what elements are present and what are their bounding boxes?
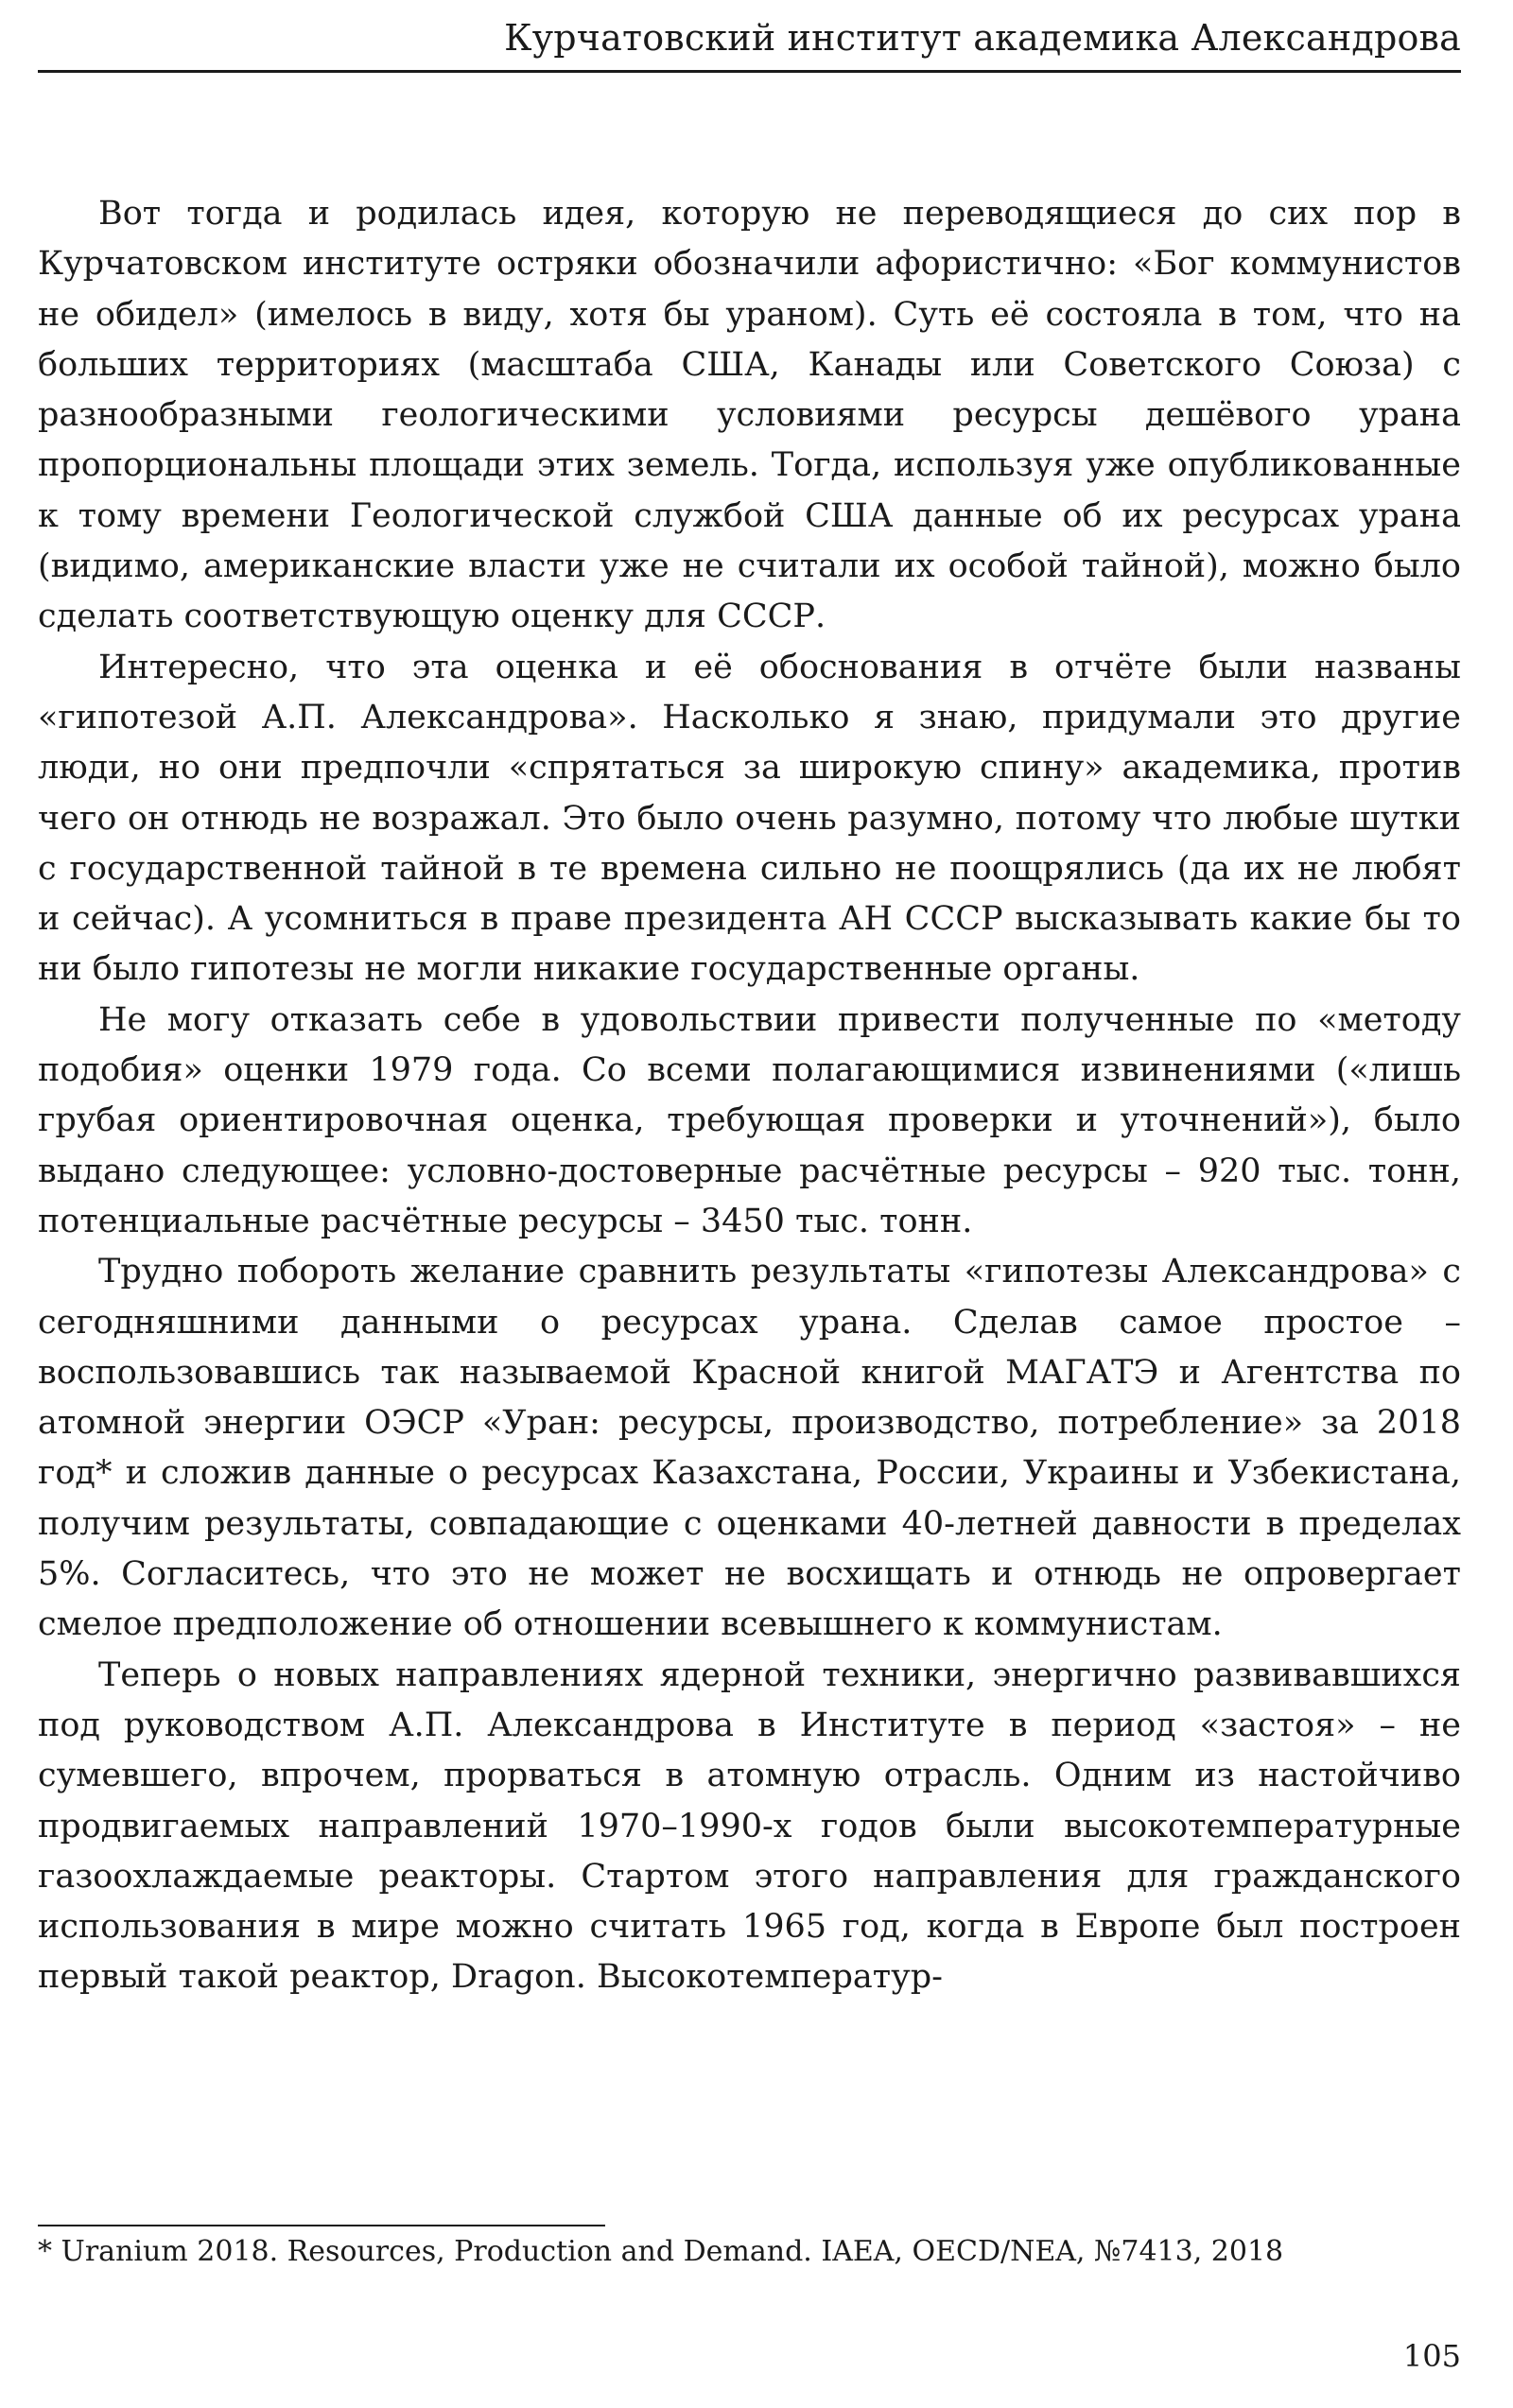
page-number: 105: [1402, 2338, 1461, 2374]
paragraph-5: Теперь о новых направлениях ядерной техники, энергично развивавшихся под руководством А.П. Александрова в Институте в период «застоя» – не сумевшего, впрочем, прорваться в атомную отрасль. Одним из настойчиво продвигаемых направлений 1970–1990-х годов были высокотемпературные газоохлаждаемые реакторы. Стартом этого направления для гражданского использования в мире можно считать 1965 год, когда в Европе был построен первый такой реактор, Dragon. Высокотемператур-: [38, 1655, 1461, 1997]
paragraph-1: Вот тогда и родилась идея, которую не переводящиеся до сих пор в Курчатовском институте остряки обозначили афористично: «Бог коммунистов не обидел» (имелось в виду, хотя бы ураном). Суть её состояла в том, что на больших территориях (масштаба США, Канады или Советского Союза) с разнообразными геологическими условиями ресурсы дешёвого урана пропорциональны площади этих земель. Тогда, используя уже опубликованные к тому времени Геологической службой США данные об их ресурсах урана (видимо, американские власти уже не считали их особой тайной), можно было сделать соответствующую оценку для СССР.: [38, 195, 1461, 636]
paragraph-4: Трудно побороть желание сравнить результаты «гипотезы Александрова» с сегодняшними данными о ресурсах урана. Сделав самое простое – воспользовавшись так называемой Красной книгой МАГАТЭ и Агентства по атомной энергии ОЭСР «Уран: ресурсы, производство, потребление» за 2018 год* и сложив данные о ресурсах Казахстана, России, Украины и Узбекистана, получим результаты, совпадающие с оценками 40-летней давности в пределах 5%. Согласитесь, что это не может не восхищать и отнюдь не опровергает смелое предположение об отношении всевышнего к коммунистам.: [38, 1253, 1461, 1644]
footnote: * Uranium 2018. Resources, Production and Demand. IAEA, OECD/NEA, №7413, 2018: [38, 2235, 1284, 2268]
body-text: [38, 189, 1461, 2003]
footnote-rule: [38, 2225, 605, 2226]
header-rule: [38, 70, 1461, 73]
paragraph-2: Интересно, что эта оценка и её обоснования в отчёте были названы «гипотезой А.П. Александрова». Насколько я знаю, придумали это другие люди, но они предпочли «спрятаться за широкую спину» академика, против чего он отнюдь не возражал. Это было очень разумно, потому что любые шутки с государственной тайной в те времена сильно не поощрялись (да их не любят и сейчас). А усомниться в праве президента АН СССР высказывать какие бы то ни было гипотезы не могли никакие государственные органы.: [38, 648, 1461, 989]
paragraph-3: Не могу отказать себе в удовольствии привести полученные по «методу подобия» оценки 1979 года. Со всеми полагающимися извинениями («лишь грубая ориентировочная оценка, требующая проверки и уточнений»), было выдано следующее: условно-достоверные расчётные ресурсы – 920 тыс. тонн, потенциальные расчётные ресурсы – 3450 тыс. тонн.: [38, 1000, 1461, 1240]
running-header: Курчатовский институт академика Александрова: [504, 17, 1461, 59]
